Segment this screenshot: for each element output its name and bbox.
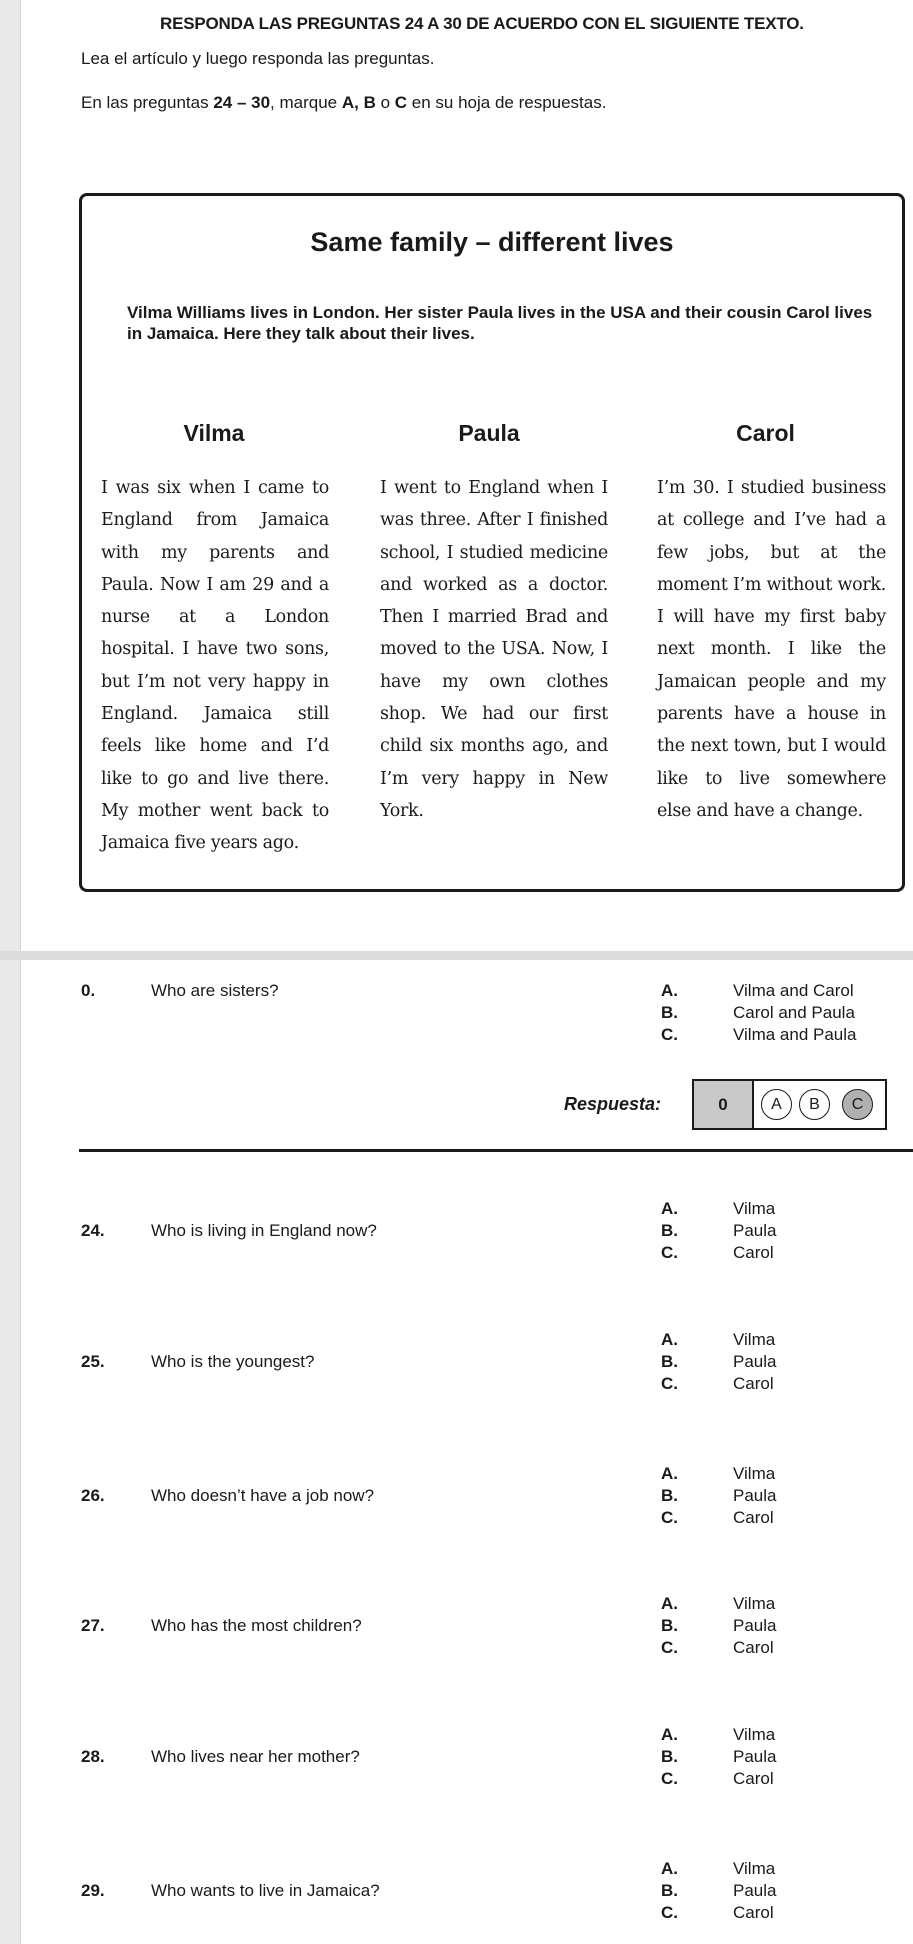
question-26	[0, 1464, 913, 1530]
article-title: Same family – different lives	[310, 227, 674, 257]
option-text: Vilma	[733, 1725, 776, 1744]
question-number: 25.	[81, 1352, 105, 1371]
option-letter: B.	[661, 1003, 678, 1022]
option-c[interactable]	[661, 1638, 913, 1660]
option-a[interactable]	[661, 1594, 913, 1616]
option-c	[661, 1025, 913, 1047]
option-letter: B.	[661, 1881, 678, 1900]
option-letter: A.	[661, 1199, 678, 1218]
option-c[interactable]	[661, 1508, 913, 1530]
option-letter: C.	[661, 1025, 678, 1044]
option-letter: A.	[661, 1464, 678, 1483]
question-text: Who doesn’t have a job now?	[151, 1486, 375, 1505]
answer-label: Respuesta:	[564, 1094, 662, 1114]
question-27	[0, 1594, 913, 1660]
option-c[interactable]	[661, 1374, 913, 1396]
option-text: Vilma	[733, 1199, 776, 1218]
option-text: Vilma	[733, 1594, 776, 1613]
question-text: Who is living in England now?	[151, 1221, 377, 1240]
option-text: Paula	[733, 1221, 777, 1240]
option-letter: A.	[661, 1594, 678, 1613]
option-text: Carol	[733, 1769, 774, 1788]
instructions-text: o	[375, 93, 395, 112]
option-b	[661, 1003, 913, 1025]
instructions-bold: C	[394, 93, 408, 112]
option-a[interactable]	[661, 1725, 913, 1747]
question-text: Who lives near her mother?	[151, 1747, 360, 1766]
example-question	[0, 981, 913, 1047]
answer-box	[692, 1079, 887, 1130]
option-a[interactable]	[661, 1199, 913, 1221]
option-letter: A.	[661, 1330, 678, 1349]
option-text: Paula	[733, 1747, 777, 1766]
option-text: Carol	[733, 1374, 774, 1393]
instructions-text: en su hoja de respuestas.	[407, 93, 607, 112]
option-text: Vilma	[733, 1464, 776, 1483]
option-letter: B.	[661, 1747, 678, 1766]
question-28	[0, 1725, 913, 1791]
question-text: Who are sisters?	[151, 981, 279, 1000]
section-separator	[0, 951, 913, 960]
option-letter: B.	[661, 1486, 678, 1505]
option-text: Vilma	[733, 1859, 776, 1878]
option-a[interactable]	[661, 1859, 913, 1881]
option-text: Vilma and Carol	[733, 981, 854, 1000]
option-a	[661, 981, 913, 1003]
option-letter: C.	[661, 1374, 678, 1393]
option-text: Carol	[733, 1903, 774, 1922]
option-letter: A.	[661, 1725, 678, 1744]
option-a[interactable]	[661, 1464, 913, 1486]
option-b[interactable]	[661, 1616, 913, 1638]
column-name-carol: Carol	[736, 420, 795, 446]
column-text-vilma: I was six when I came to England from Jamaica with my parents and Paula. Now I am 29 and a nurse at a London hospital. I have two sons, but I’m not very happy in England. Jamaica still feels like home and I’d like to go and live there. My mother went back to Jamaica five years ago.	[101, 478, 329, 854]
option-letter: A.	[661, 1859, 678, 1878]
question-number: 26.	[81, 1486, 105, 1505]
column-text-paula: I went to England when I was three. After I finished school, I studied medicine and worked as a doctor. Then I married Brad and moved to the USA. Now, I have my own clothes shop. We had our first child six months ago, and I’m very happy in New York.	[380, 478, 608, 821]
question-text: Who is the youngest?	[151, 1352, 315, 1371]
column-name-vilma: Vilma	[183, 420, 245, 446]
question-24	[0, 1199, 913, 1265]
question-number: 0.	[81, 981, 96, 1000]
option-b[interactable]	[661, 1486, 913, 1508]
column-text-carol: I’m 30. I studied business at college and I’ve had a few jobs, but at the moment I’m without work. I will have my first baby next month. I like the Jamaican people and my parents have a house in the next town, but I would like to live somewhere else and have a change.	[657, 478, 886, 821]
option-text: Carol	[733, 1508, 774, 1527]
option-text: Carol and Paula	[733, 1003, 855, 1022]
option-b[interactable]	[661, 1221, 913, 1243]
instructions-line-1: Lea el artículo y luego responda las preguntas.	[81, 49, 435, 68]
answer-bubble-c[interactable]: C	[842, 1089, 873, 1120]
option-letter: C.	[661, 1769, 678, 1788]
question-number: 29.	[81, 1881, 105, 1900]
option-b[interactable]	[661, 1747, 913, 1769]
option-text: Vilma	[733, 1330, 776, 1349]
question-25	[0, 1330, 913, 1396]
option-text: Carol	[733, 1638, 774, 1657]
option-text: Paula	[733, 1352, 777, 1371]
option-letter: A.	[661, 981, 678, 1000]
option-c[interactable]	[661, 1769, 913, 1791]
option-text: Paula	[733, 1881, 777, 1900]
option-letter: B.	[661, 1616, 678, 1635]
page-heading: RESPONDA LAS PREGUNTAS 24 A 30 DE ACUERDO CON EL SIGUIENTE TEXTO.	[160, 14, 804, 33]
option-text: Carol	[733, 1243, 774, 1262]
option-b[interactable]	[661, 1881, 913, 1903]
divider-rule	[79, 1149, 913, 1152]
option-letter: B.	[661, 1352, 678, 1371]
option-b[interactable]	[661, 1352, 913, 1374]
option-text: Vilma and Paula	[733, 1025, 857, 1044]
answer-number: 0	[694, 1081, 754, 1128]
question-29	[0, 1859, 913, 1925]
instructions-text: En las preguntas	[81, 93, 214, 112]
option-a[interactable]	[661, 1330, 913, 1352]
option-c[interactable]	[661, 1903, 913, 1925]
instructions-bold: A, B	[341, 93, 376, 112]
question-number: 24.	[81, 1221, 105, 1240]
article-box	[79, 193, 905, 892]
option-c[interactable]	[661, 1243, 913, 1265]
option-text: Paula	[733, 1616, 777, 1635]
question-text: Who wants to live in Jamaica?	[151, 1881, 380, 1900]
instructions-bold: 24 – 30	[213, 93, 271, 112]
option-text: Paula	[733, 1486, 777, 1505]
question-number: 28.	[81, 1747, 105, 1766]
answer-bubble-b[interactable]: B	[799, 1089, 830, 1120]
column-name-paula: Paula	[458, 420, 520, 446]
option-letter: C.	[661, 1243, 678, 1262]
option-letter: C.	[661, 1638, 678, 1657]
option-letter: B.	[661, 1221, 678, 1240]
question-text: Who has the most children?	[151, 1616, 362, 1635]
article-subtitle: Vilma Williams lives in London. Her sister Paula lives in the USA and their cousin Carol lives in Jamaica. Here they talk about their lives.	[127, 303, 873, 343]
instructions-text: , marque	[270, 93, 342, 112]
option-letter: C.	[661, 1508, 678, 1527]
answer-bubble-a[interactable]: A	[761, 1089, 792, 1120]
option-letter: C.	[661, 1903, 678, 1922]
instructions-line-2	[81, 93, 606, 113]
question-number: 27.	[81, 1616, 105, 1635]
